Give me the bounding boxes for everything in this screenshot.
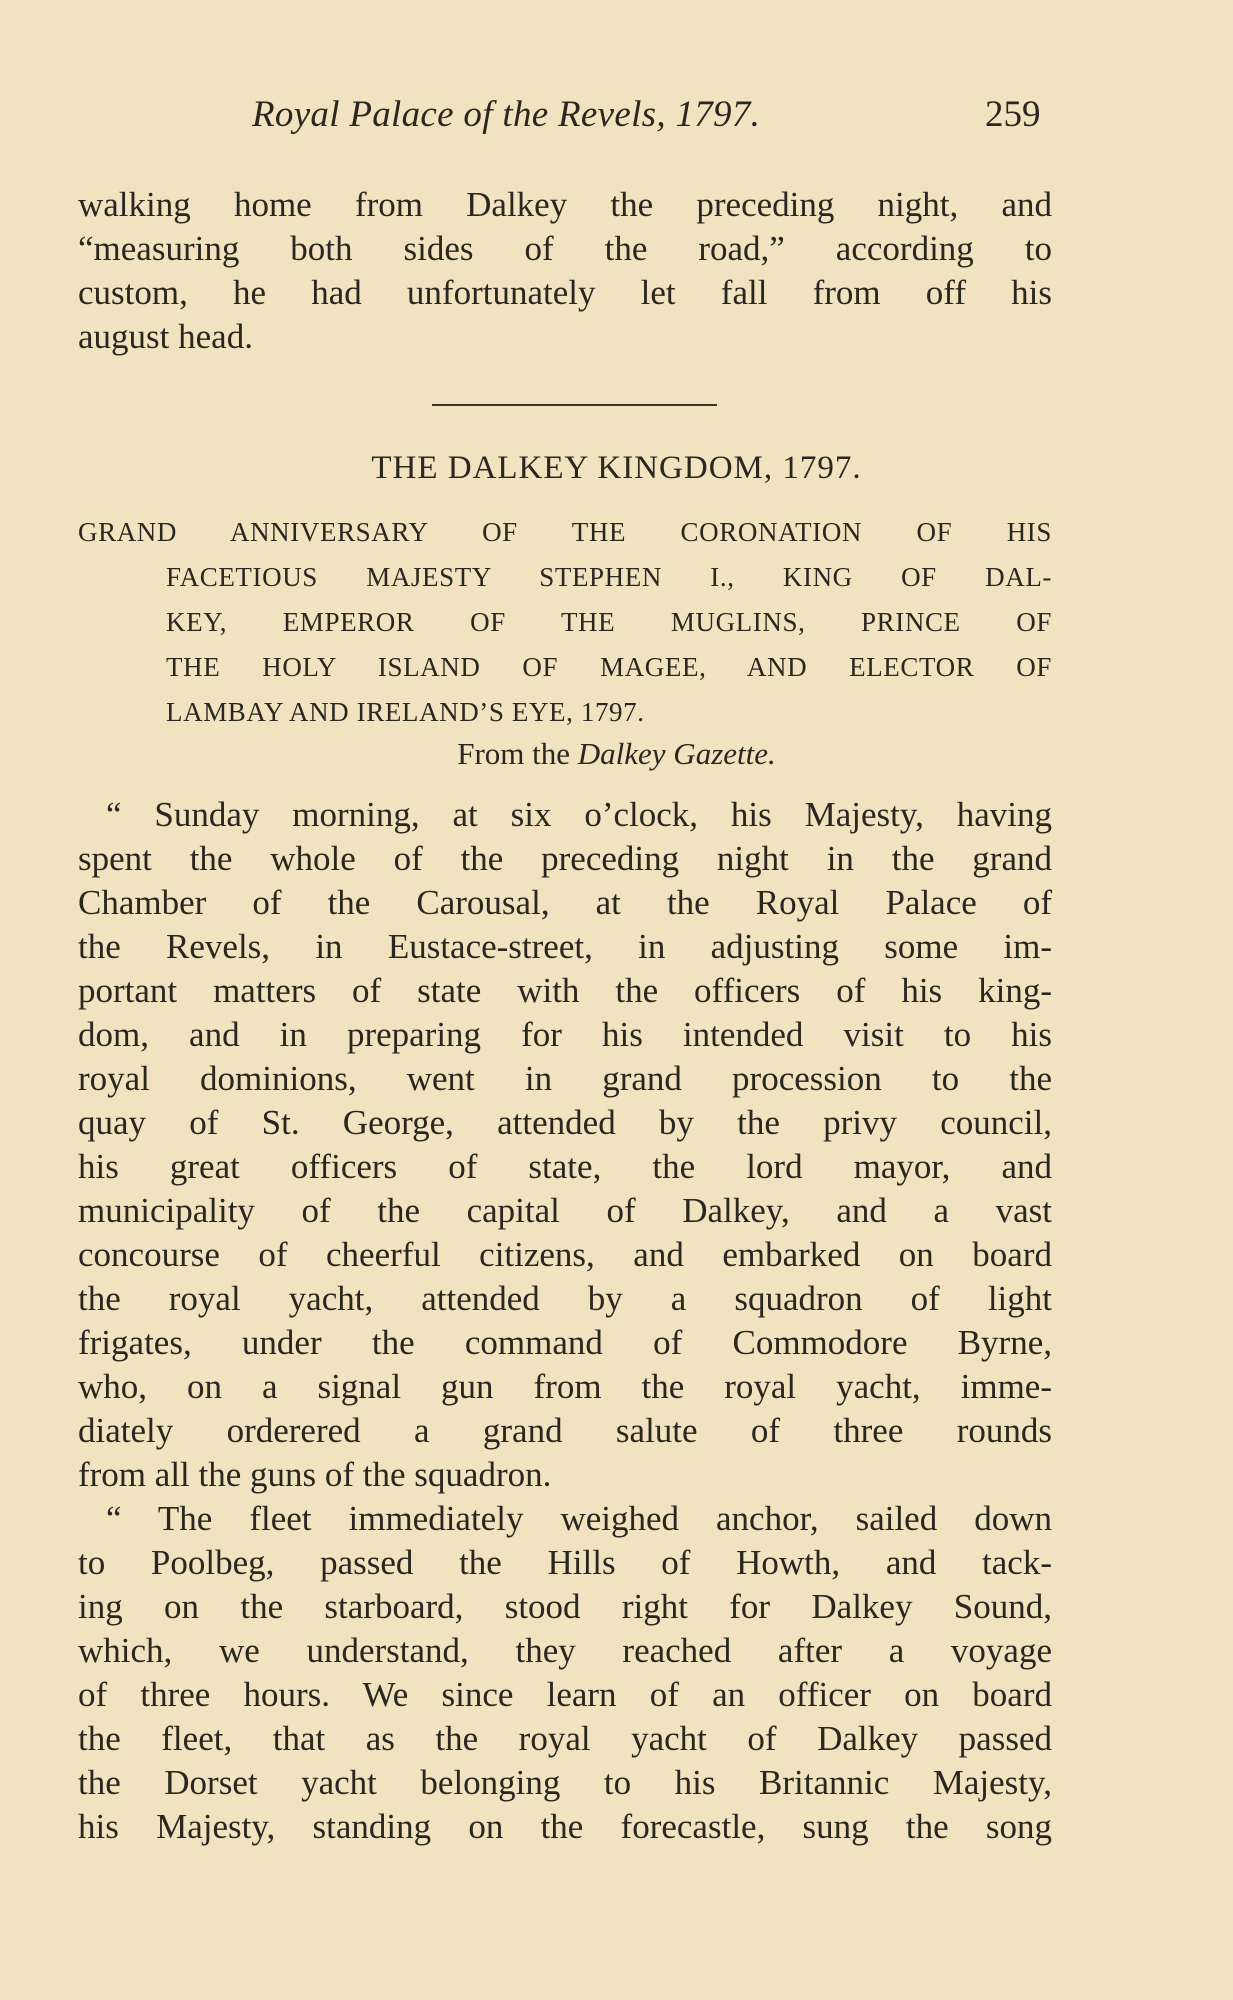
section-divider — [432, 404, 717, 406]
text-line: his Majesty, standing on the forecastle, sung the song — [78, 1807, 1052, 1846]
text-line: ing on the starboard, stood right for Dalkey Sound, — [78, 1587, 1052, 1626]
text-line: quay of St. George, attended by the privy council, — [78, 1103, 1052, 1142]
subheading-line: LAMBAY AND IRELAND’S EYE, 1797. — [166, 697, 645, 727]
page-number: 259 — [985, 94, 1041, 135]
text-line: which, we understand, they reached after a voyage — [78, 1631, 1052, 1670]
text-line: Chamber of the Carousal, at the Royal Palace of — [78, 883, 1052, 922]
text-line: portant matters of state with the officers of his king- — [78, 971, 1052, 1010]
section-subheading — [78, 510, 1052, 735]
text-line: “measuring both sides of the road,” according to — [78, 229, 1052, 268]
text-line: who, on a signal gun from the royal yacht, imme- — [78, 1367, 1052, 1406]
subheading-line: THE HOLY ISLAND OF MAGEE, AND ELECTOR OF — [166, 652, 1052, 682]
text-line: concourse of cheerful citizens, and embarked on board — [78, 1235, 1052, 1274]
running-title: Royal Palace of the Revels, 1797. — [252, 94, 761, 135]
text-line: dom, and in preparing for his intended visit to his — [78, 1015, 1052, 1054]
section-title: THE DALKEY KINGDOM, 1797. — [371, 450, 862, 486]
text-line: to Poolbeg, passed the Hills of Howth, and tack- — [78, 1543, 1052, 1582]
text-line: from all the guns of the squadron. — [78, 1455, 552, 1494]
text-line: his great officers of state, the lord mayor, and — [78, 1147, 1052, 1186]
text-line: the Dorset yacht belonging to his Britannic Majesty, — [78, 1763, 1052, 1802]
text-line: custom, he had unfortunately let fall from off his — [78, 273, 1052, 312]
text-line: municipality of the capital of Dalkey, and a vast — [78, 1191, 1052, 1230]
source-prefix: From the — [457, 736, 571, 771]
text-line: the royal yacht, attended by a squadron of light — [78, 1279, 1052, 1318]
subheading-line: KEY, EMPEROR OF THE MUGLINS, PRINCE OF — [166, 607, 1052, 637]
text-line: august head. — [78, 317, 253, 356]
text-line: diately orderered a grand salute of three rounds — [78, 1411, 1052, 1450]
text-line: walking home from Dalkey the preceding night, and — [78, 185, 1052, 224]
subheading-line: FACETIOUS MAJESTY STEPHEN I., KING OF DAL- — [166, 562, 1052, 592]
gazette-article — [78, 793, 1052, 1849]
text-line: frigates, under the command of Commodore Byrne, — [78, 1323, 1052, 1362]
text-line: “ The fleet immediately weighed anchor, sailed down — [106, 1499, 1052, 1538]
text-line: spent the whole of the preceding night in the grand — [78, 839, 1052, 878]
text-line: the Revels, in Eustace-street, in adjusting some im- — [78, 927, 1052, 966]
text-line: royal dominions, went in grand procession to the — [78, 1059, 1052, 1098]
running-head — [0, 93, 1233, 145]
source-line — [0, 736, 1233, 772]
intro-paragraph — [78, 183, 1052, 359]
text-line: the fleet, that as the royal yacht of Dalkey passed — [78, 1719, 1052, 1758]
subheading-line: GRAND ANNIVERSARY OF THE CORONATION OF HIS — [78, 517, 1052, 547]
source-name: Dalkey Gazette. — [577, 736, 776, 771]
text-line: of three hours. We since learn of an officer on board — [78, 1675, 1052, 1714]
text-line: “ Sunday morning, at six o’clock, his Majesty, having — [106, 795, 1052, 834]
